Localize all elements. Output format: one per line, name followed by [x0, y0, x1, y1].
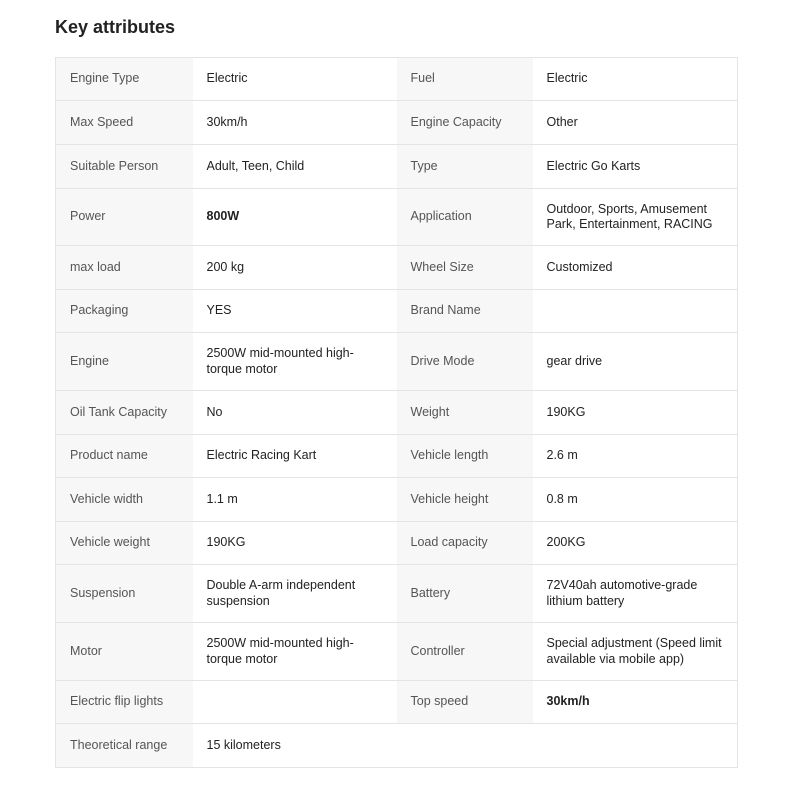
attribute-key: Battery: [397, 565, 533, 623]
table-row: [56, 101, 738, 145]
attribute-key: Application: [397, 189, 533, 246]
table-row: [56, 522, 738, 565]
attribute-value: 200KG: [533, 522, 738, 565]
attribute-key: Vehicle length: [397, 435, 533, 478]
attributes-table: [55, 57, 738, 768]
table-row: [56, 565, 738, 623]
attribute-key: Engine: [56, 333, 193, 391]
attribute-key: Motor: [56, 623, 193, 681]
attribute-value: 800W: [193, 189, 397, 246]
table-row: [56, 623, 738, 681]
attribute-value: Outdoor, Sports, Amusement Park, Entertainment, RACING: [533, 189, 738, 246]
attribute-value: YES: [193, 290, 397, 333]
attribute-key: Packaging: [56, 290, 193, 333]
table-row: [56, 724, 738, 768]
attribute-key: Drive Mode: [397, 333, 533, 391]
attribute-value: Electric: [533, 58, 738, 101]
table-row: [56, 58, 738, 101]
attribute-key: Max Speed: [56, 101, 193, 145]
table-row: [56, 435, 738, 478]
attribute-value: gear drive: [533, 333, 738, 391]
attribute-key: Vehicle height: [397, 478, 533, 522]
table-row: [56, 391, 738, 435]
attribute-key: Type: [397, 145, 533, 189]
attribute-value: 1.1 m: [193, 478, 397, 522]
attribute-key: Engine Capacity: [397, 101, 533, 145]
attribute-value: 2.6 m: [533, 435, 738, 478]
attribute-value: 0.8 m: [533, 478, 738, 522]
attribute-key: Theoretical range: [56, 724, 193, 768]
attribute-key: Vehicle width: [56, 478, 193, 522]
attribute-value: 15 kilometers: [193, 724, 397, 768]
section-title: Key attributes: [55, 17, 176, 37]
attribute-value: Electric Racing Kart: [193, 435, 397, 478]
attribute-value: 30km/h: [193, 101, 397, 145]
attribute-value: Customized: [533, 246, 738, 290]
attribute-value: Special adjustment (Speed limit available via mobile app): [533, 623, 738, 681]
table-row: [56, 246, 738, 290]
attribute-key: Load capacity: [397, 522, 533, 565]
attribute-value: 190KG: [193, 522, 397, 565]
attribute-value: 2500W mid-mounted high-torque motor: [193, 333, 397, 391]
attribute-value: 190KG: [533, 391, 738, 435]
attribute-key: Weight: [397, 391, 533, 435]
attribute-key: Electric flip lights: [56, 681, 193, 724]
attribute-key: Suitable Person: [56, 145, 193, 189]
empty-cell: [397, 724, 533, 768]
attribute-key: Brand Name: [397, 290, 533, 333]
attribute-value: Electric Go Karts: [533, 145, 738, 189]
attribute-key: Vehicle weight: [56, 522, 193, 565]
attribute-value: 200 kg: [193, 246, 397, 290]
attribute-value: Other: [533, 101, 738, 145]
attribute-key: Suspension: [56, 565, 193, 623]
attribute-key: Engine Type: [56, 58, 193, 101]
attribute-value: 2500W mid-mounted high-torque motor: [193, 623, 397, 681]
attribute-value: 30km/h: [533, 681, 738, 724]
empty-cell: [533, 724, 738, 768]
table-row: [56, 145, 738, 189]
table-row: [56, 681, 738, 724]
attribute-key: Fuel: [397, 58, 533, 101]
attribute-value: No: [193, 391, 397, 435]
table-row: [56, 189, 738, 246]
attribute-key: max load: [56, 246, 193, 290]
attribute-key: Top speed: [397, 681, 533, 724]
attribute-value: Adult, Teen, Child: [193, 145, 397, 189]
table-row: [56, 478, 738, 522]
attribute-key: Oil Tank Capacity: [56, 391, 193, 435]
attribute-value: 72V40ah automotive-grade lithium battery: [533, 565, 738, 623]
attribute-value: Electric: [193, 58, 397, 101]
attribute-value: [193, 681, 397, 724]
attribute-key: Controller: [397, 623, 533, 681]
attribute-value: [533, 290, 738, 333]
attribute-value: Double A-arm independent suspension: [193, 565, 397, 623]
attribute-key: Power: [56, 189, 193, 246]
table-row: [56, 333, 738, 391]
attribute-key: Wheel Size: [397, 246, 533, 290]
table-row: [56, 290, 738, 333]
attribute-key: Product name: [56, 435, 193, 478]
